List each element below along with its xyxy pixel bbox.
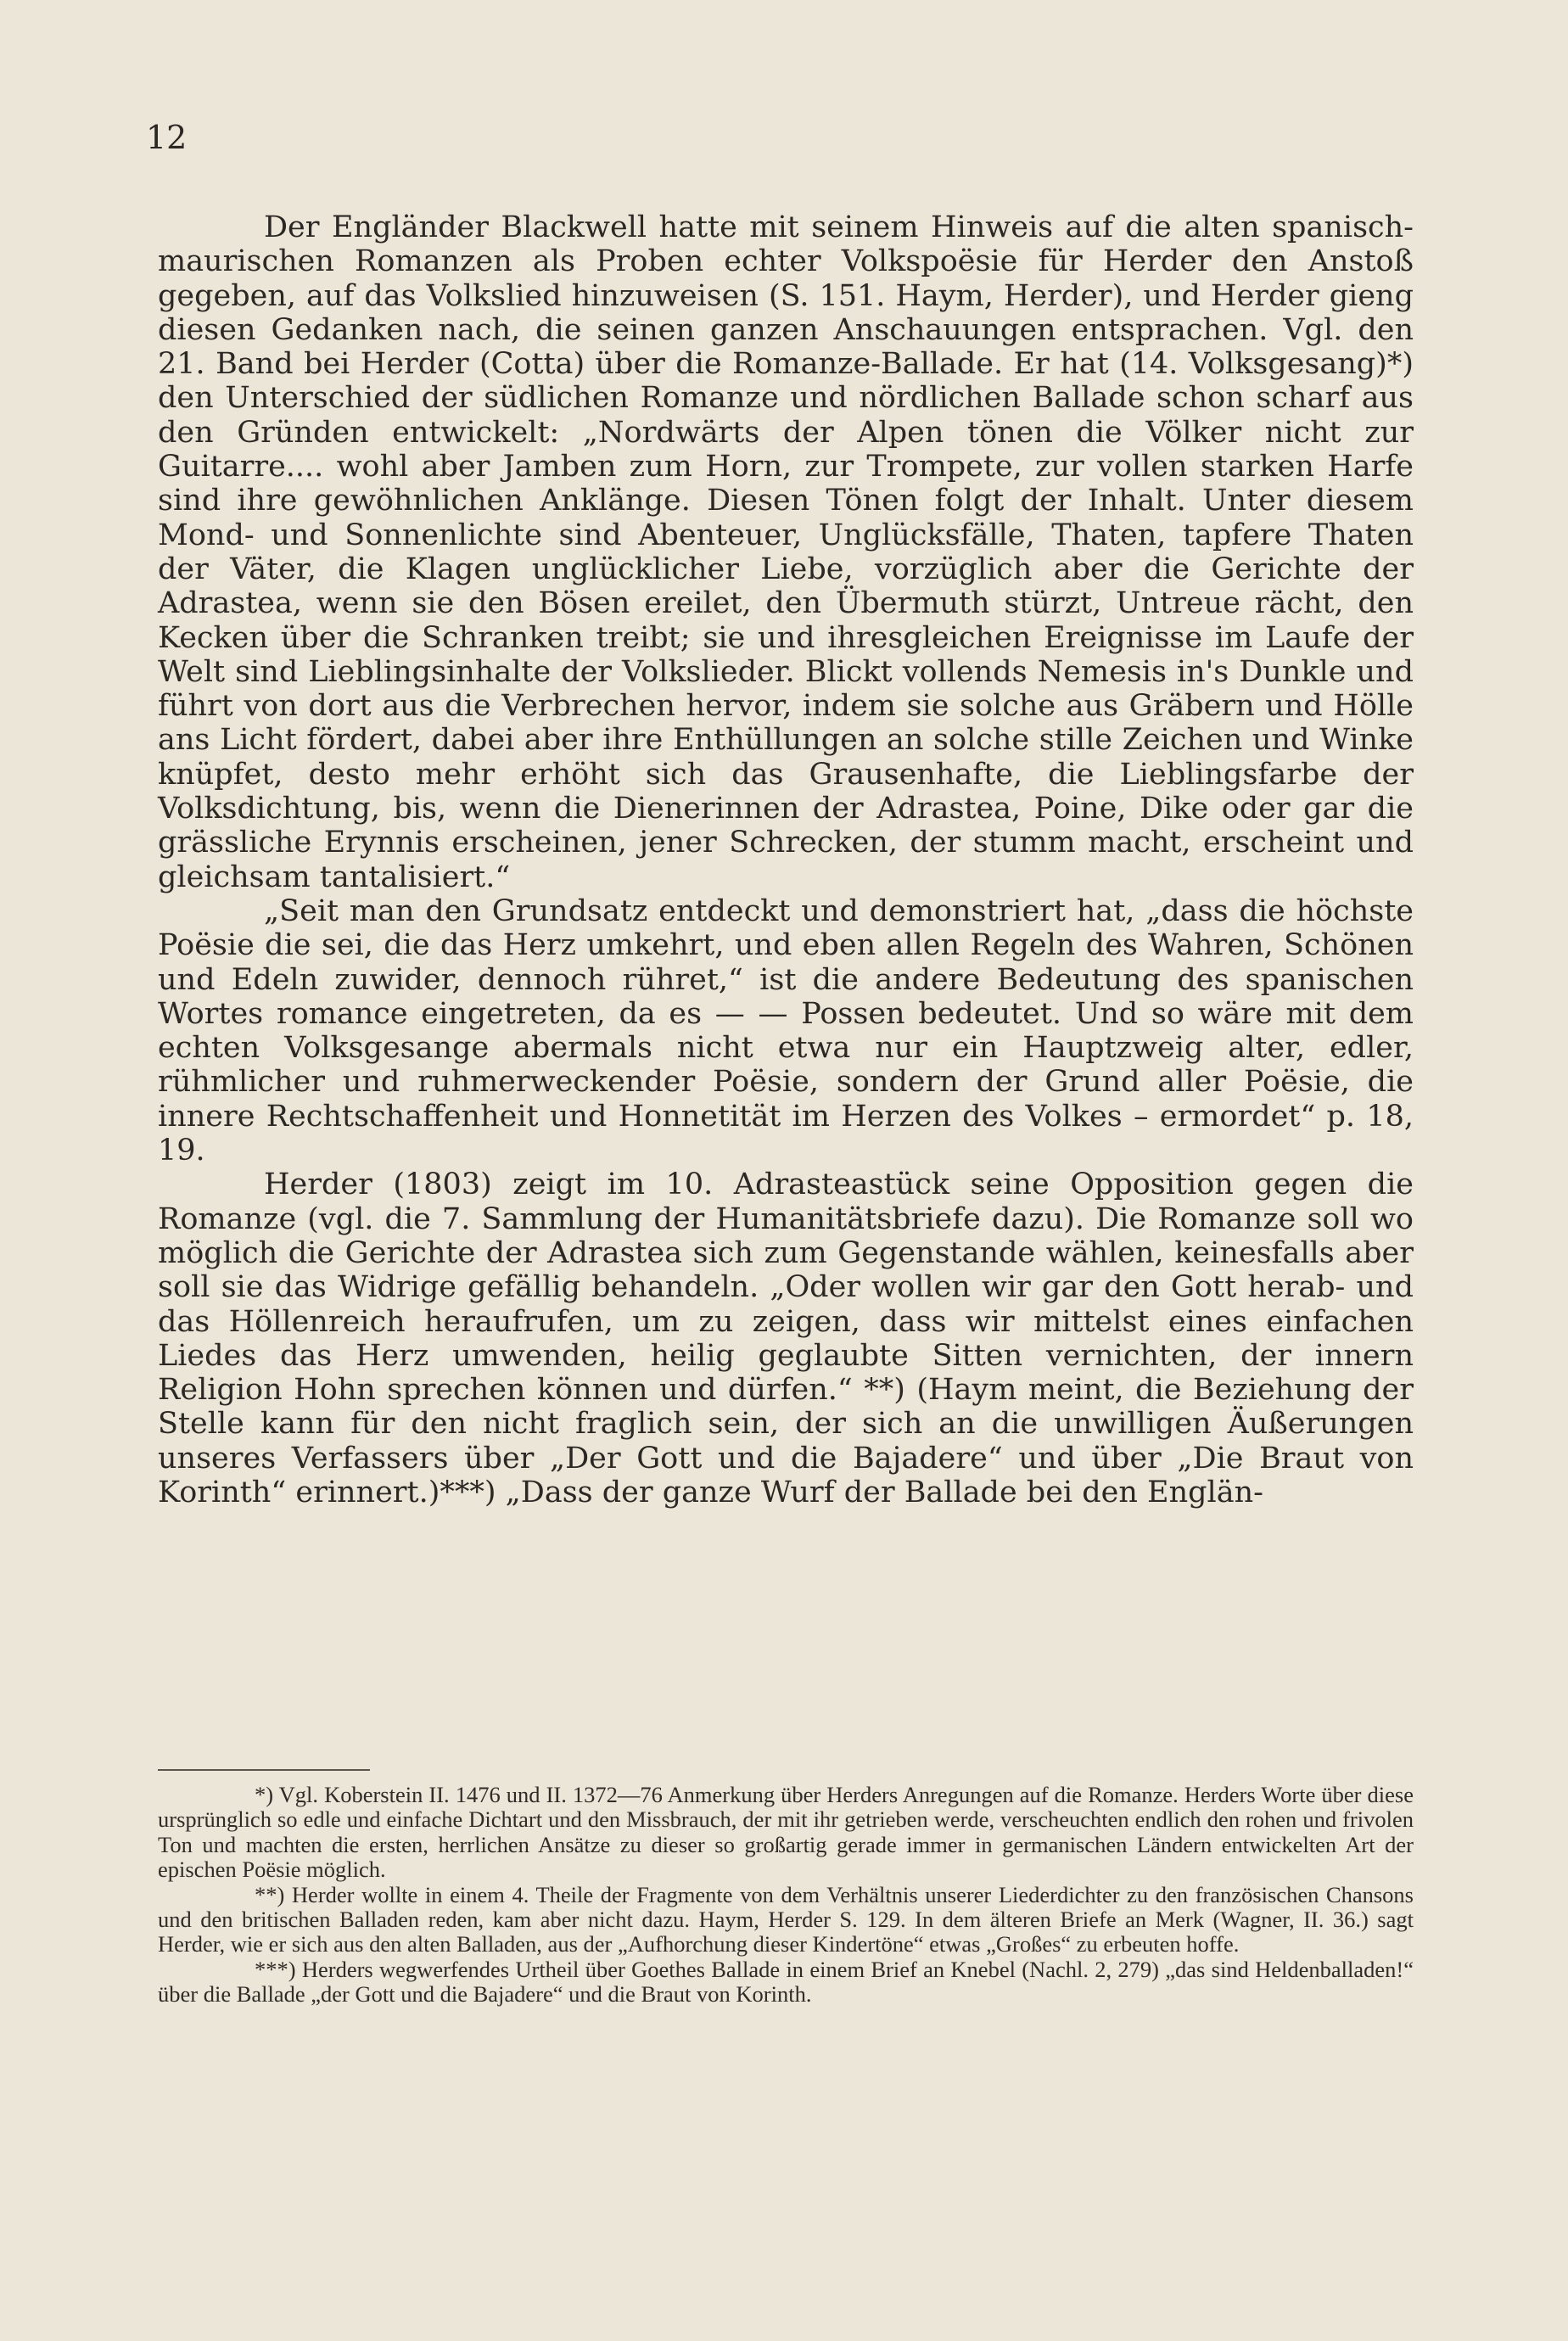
main-text — [158, 210, 1414, 1509]
footnote: ***) Herders wegwerfendes Urtheil über Goethes Ballade in einem Brief an Knebel (Nachl. 2, 279) „das sind Heldenballaden!“ über die Ballade „der Gott und die Bajadere“ und die Braut von Korinth. — [158, 1956, 1414, 2008]
footnote: **) Herder wollte in einem 4. Theile der Fragmente von dem Verhältnis unserer Liederdichter zu den französischen Chansons und den britischen Balladen reden, kam aber nicht dazu. Haym, Herder S. 129. In dem älteren Briefe an Merk (Wagner, II. 36.) sagt Herder, wie er sich aus den alten Balladen, aus der „Aufhorchung dieser Kindertöne“ etwas „Großes“ zu erbeuten hoffe. — [158, 1881, 1414, 1957]
page-number: 12 — [146, 119, 188, 156]
footnotes — [158, 1783, 1414, 2008]
paragraph: „Seit man den Grundsatz entdeckt und demonstriert hat, „dass die höchste Poësie die sei, die das Herz umkehrt, und eben allen Regeln des Wahren, Schönen und Edeln zuwider, dennoch rühret,“ ist die andere Bedeutung des spanischen Wortes romance eingetreten, da es — — Possen bedeutet. Und so wäre mit dem echten Volksgesange abermals nicht etwa nur ein Hauptzweig alter, edler, rühmlicher und ruhmerweckender Poësie, sondern der Grund aller Poësie, die innere Rechtschaffenheit und Honnetität im Herzen des Volkes – ermordet“ p. 18, 19. — [158, 893, 1414, 1168]
paragraph: Der Engländer Blackwell hatte mit seinem Hinweis auf die alten spanisch-maurischen Romanzen als Proben echter Volkspoësie für Herder den Anstoß gegeben, auf das Volkslied hinzuweisen (S. 151. Haym, Herder), und Herder gieng diesen Gedanken nach, die seinen ganzen Anschauungen entsprachen. Vgl. den 21. Band bei Herder (Cotta) über die Romanze-Ballade. Er hat (14. Volksgesang)*) den Unterschied der südlichen Romanze und nördlichen Ballade schon scharf aus den Gründen entwickelt: „Nordwärts der Alpen tönen die Völker nicht zur Guitarre.... wohl aber Jamben zum Horn, zur Trompete, zur vollen starken Harfe sind ihre gewöhnlichen Anklänge. Diesen Tönen folgt der Inhalt. Unter diesem Mond- und Sonnenlichte sind Abenteuer, Unglücksfälle, Thaten, tapfere Thaten der Väter, die Klagen unglücklicher Liebe, vorzüglich aber die Gerichte der Adrastea, wenn sie den Bösen ereilet, den Übermuth stürzt, Untreue rächt, den Kecken über die Schranken treibt; sie und ihresgleichen Ereignisse im Laufe der Welt sind Lieblingsinhalte der Volkslieder. Blickt vollends Nemesis in's Dunkle und führt von dort aus die Verbrechen hervor, indem sie solche aus Gräbern und Hölle ans Licht fördert, dabei aber ihre Enthüllungen an solche stille Zeichen und Winke knüpfet, desto mehr erhöht sich das Grausenhafte, die Lieblingsfarbe der Volksdichtung, bis, wenn die Dienerinnen der Adrastea, Poine, Dike oder gar die grässliche Erynnis erscheinen, jener Schrecken, der stumm macht, erscheint und gleichsam tantalisiert.“ — [158, 210, 1414, 894]
footnote: *) Vgl. Koberstein II. 1476 und II. 1372—76 Anmerkung über Herders Anregungen auf die Romanze. Herders Worte über diese ursprünglich so edle und einfache Dichtart und den Missbrauch, der mit ihr getrieben werde, verscheuchten endlich den rohen und frivolen Ton und machten die ersten, herrlichen Ansätze zu dieser so großartig gerade immer in germanischen Ländern entwickelten Art der epischen Poësie möglich. — [158, 1782, 1414, 1883]
paragraph: Herder (1803) zeigt im 10. Adrasteastück seine Opposition gegen die Romanze (vgl. die 7. Sammlung der Humanitätsbriefe dazu). Die Romanze soll wo möglich die Gerichte der Adrastea sich zum Gegenstande wählen, keinesfalls aber soll sie das Widrige gefällig behandeln. „Oder wollen wir gar den Gott herab- und das Höllenreich heraufrufen, um zu zeigen, dass wir mittelst eines einfachen Liedes das Herz umwenden, heilig geglaubte Sitten vernichten, der innern Religion Hohn sprechen können und dürfen.“ **) (Haym meint, die Beziehung der Stelle kann für den nicht fraglich sein, der sich an die unwilligen Äußerungen unseres Verfassers über „Der Gott und die Bajadere“ und über „Die Braut von Korinth“ erinnert.)***) „Dass der ganze Wurf der Ballade bei den Englän- — [158, 1168, 1414, 1509]
footnote-separator — [158, 1769, 370, 1771]
